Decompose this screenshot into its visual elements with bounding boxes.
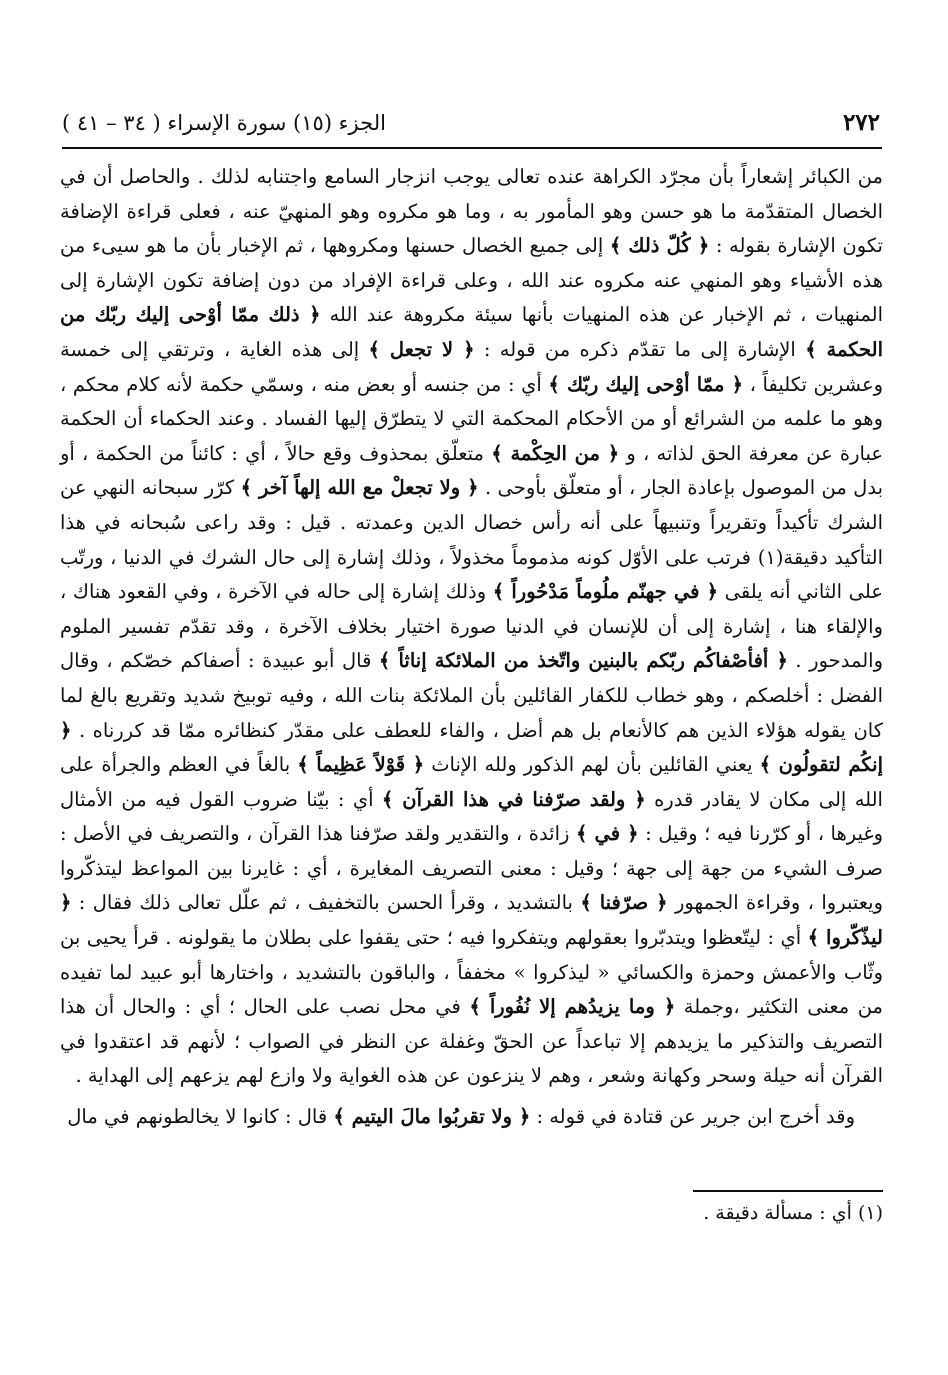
quran-quote: ﴿ وما يزيدُهم إلا نُفُوراً ﴾: [469, 995, 676, 1019]
quran-quote: ﴿ في ﴾: [575, 822, 639, 846]
quran-quote: ﴿ صرّفنا ﴾: [580, 891, 668, 915]
footnote: (١) أي : مسألة دقيقة .: [703, 1201, 883, 1224]
footnote-rule: [693, 1190, 883, 1192]
main-text: [60, 160, 883, 1135]
paragraph-1: من الكبائر إشعاراً بأن مجرّد الكراهة عنده تعالى يوجب انزجار السامع واجتنابه لذلك . والحاصل أن في الخصال المتقدّمة ما هو حسن وهو المأمور به ، وما هو مكروه وهو المنهيّ عنه ، فعلى قراءة الإضافة تكون الإشارة بقوله : ﴿ كُلّ ذلك ﴾ إلى جميع الخصال حسنها ومكروهها ، ثم الإخبار بأن ما هو سيىء من هذه الأشياء وهو المنهي عنه مكروه عند الله ، وعلى قراءة الإفراد من دون إضافة تكون الإشارة إلى المنهيات ، ثم الإخبار عن هذه المنهيات بأنها سيئة مكروهة عند الله ﴿ ذلك ممّا أوْحى إليك ربّك من الحكمة ﴾ الإشارة إلى ما تقدّم ذكره من قوله : ﴿ لا تجعل ﴾ إلى هذه الغاية ، وترتقي إلى خمسة وعشرين تكليفاً ، ﴿ ممّا أوْحى إليك ربّك ﴾ أي : من جنسه أو بعض منه ، وسمّي حكمة لأنه كلام محكم ، وهو ما علمه من الشرائع أو من الأحكام المحكمة التي لا يتطرّق إليها الفساد . وعند الحكماء أن الحكمة عبارة عن معرفة الحق لذاته ، و ﴿ من الحِكْمة ﴾ متعلّق بمحذوف وقع حالاً ، أي : كائناً من الحكمة ، أو بدل من الموصول بإعادة الجار ، أو متعلّق بأوحى . ﴿ ولا تجعلْ مع الله إلهاً آخر ﴾ كرّر سبحانه النهي عن الشرك تأكيداً وتقريراً وتنبيهاً على أنه رأس خصال الدين وعمدته . قيل : وقد راعى سُبحانه في هذا التأكيد دقيقة(١) فرتب على الأوّل كونه مذموماً مخذولاً ، وذلك إشارة إلى حال الشرك في الدنيا ، ورتّب على الثاني أنه يلقى ﴿ في جهنّم ملُوماً مَدْحُوراً ﴾ وذلك إشارة إلى حاله في الآخرة ، وفي القعود هناك ، والإلقاء هنا ، إشارة إلى أن للإنسان في الدنيا صورة اختيار بخلاف الآخرة ، وقد تقدّم تفسير الملوم والمدحور . ﴿ أفأصْفاكُم ربّكم بالبنين واتّخذ من الملائكة إناثاً ﴾ قال أبو عبيدة : أصفاكم خصّكم ، وقال الفضل : أخلصكم ، وهو خطاب للكفار القائلين بأن الملائكة بنات الله ، وفيه توبيخ شديد وتقريع بالغ لما كان يقوله هؤلاء الذين هم كالأنعام بل هم أضل ، والفاء للعطف على مقدّر كنظائره ممّا قد كررناه . ﴿ إنكُم لتقولُون ﴾ يعني القائلين بأن لهم الذكور ولله الإناث ﴿ قَوْلاً عَظِيماً ﴾ بالغاً في العظم والجرأة على الله إلى مكان لا يقادر قدره ﴿ ولقد صرّفنا في هذا القرآن ﴾ أي : بيّنا ضروب القول فيه من الأمثال وغيرها ، أو كرّرنا فيه ؛ وقيل : ﴿ في ﴾ زائدة ، والتقدير ولقد صرّفنا هذا القرآن ، والتصريف في الأصل : صرف الشيء من جهة إلى جهة ؛ وقيل : معنى التصريف المغايرة ، أي : غايرنا بين المواعظ ليتذكّروا ويعتبروا ، وقراءة الجمهور ﴿ صرّفنا ﴾ بالتشديد ، وقرأ الحسن بالتخفيف ، ثم علّل تعالى ذلك فقال : ﴿ ليذّكّروا ﴾ أي : ليتّعظوا ويتدبّروا بعقولهم ويتفكروا فيه ؛ حتى يقفوا على بطلان ما يقولونه . قرأ يحيى بن وثّاب والأعمش وحمزة والكسائي « ليذكروا » مخففاً ، والباقون بالتشديد ، واختارها أبو عبيد لما تفيده من معنى التكثير ،وجملة ﴿ وما يزيدُهم إلا نُفُوراً ﴾ في محل نصب على الحال ؛ أي : والحال أن هذا التصريف والتذكير ما يزيدهم إلا تباعداً عن الحقّ وغفلة عن النظر في الصواب ؛ لأنهم قد اعتقدوا في القرآن أنه حيلة وسحر وكهانة وشعر ، وهم لا ينزعون عن هذه الغواية ولا وازع لهم يزعهم إلى الهداية .: [60, 165, 884, 1088]
quran-quote: ﴿ ليذّكّروا ﴾: [60, 891, 883, 950]
quran-quote: ﴿ أفأصْفاكُم ربّكم بالبنين واتّخذ من الملائكة إناثاً ﴾: [378, 649, 788, 673]
quran-quote: ﴿ ذلك ممّا أوْحى إليك ربّك من الحكمة ﴾: [60, 303, 884, 361]
running-title: الجزء (١٥) سورة الإسراء ( ٣٤ – ٤١ ): [62, 111, 386, 135]
quran-quote: ﴿ ولا تجعلْ مع الله إلهاً آخر ﴾: [240, 476, 479, 500]
page-header: [62, 108, 880, 138]
page-number: ٢٧٢: [842, 109, 880, 136]
header-rule: [62, 147, 882, 149]
quran-quote: ﴿ لا تجعل ﴾: [368, 337, 475, 361]
quran-quote: ﴿ قَوْلاً عَظِيماً ﴾: [297, 753, 425, 777]
quran-quote: ﴿ ولقد صرّفنا في هذا القرآن ﴾: [381, 787, 646, 811]
quran-quote: ﴿ ولا تقربُوا مالَ اليتيم ﴾: [333, 1105, 531, 1129]
quran-quote: ﴿ من الحِكْمة ﴾: [491, 441, 620, 465]
quran-quote: ﴿ إنكُم لتقولُون ﴾: [60, 718, 883, 777]
paragraph-2: وقد أخرج ابن جرير عن قتادة في قوله : ﴿ ولا تقربُوا مالَ اليتيم ﴾ قال : كانوا لا يخالطونهم في مال: [67, 1105, 855, 1129]
quran-quote: ﴿ في جهنّم ملُوماً مَدْحُوراً ﴾: [492, 580, 719, 604]
quran-quote: ﴿ ممّا أوْحى إليك ربّك ﴾: [548, 372, 744, 396]
quran-quote: ﴿ كُلّ ذلك ﴾: [609, 234, 710, 258]
